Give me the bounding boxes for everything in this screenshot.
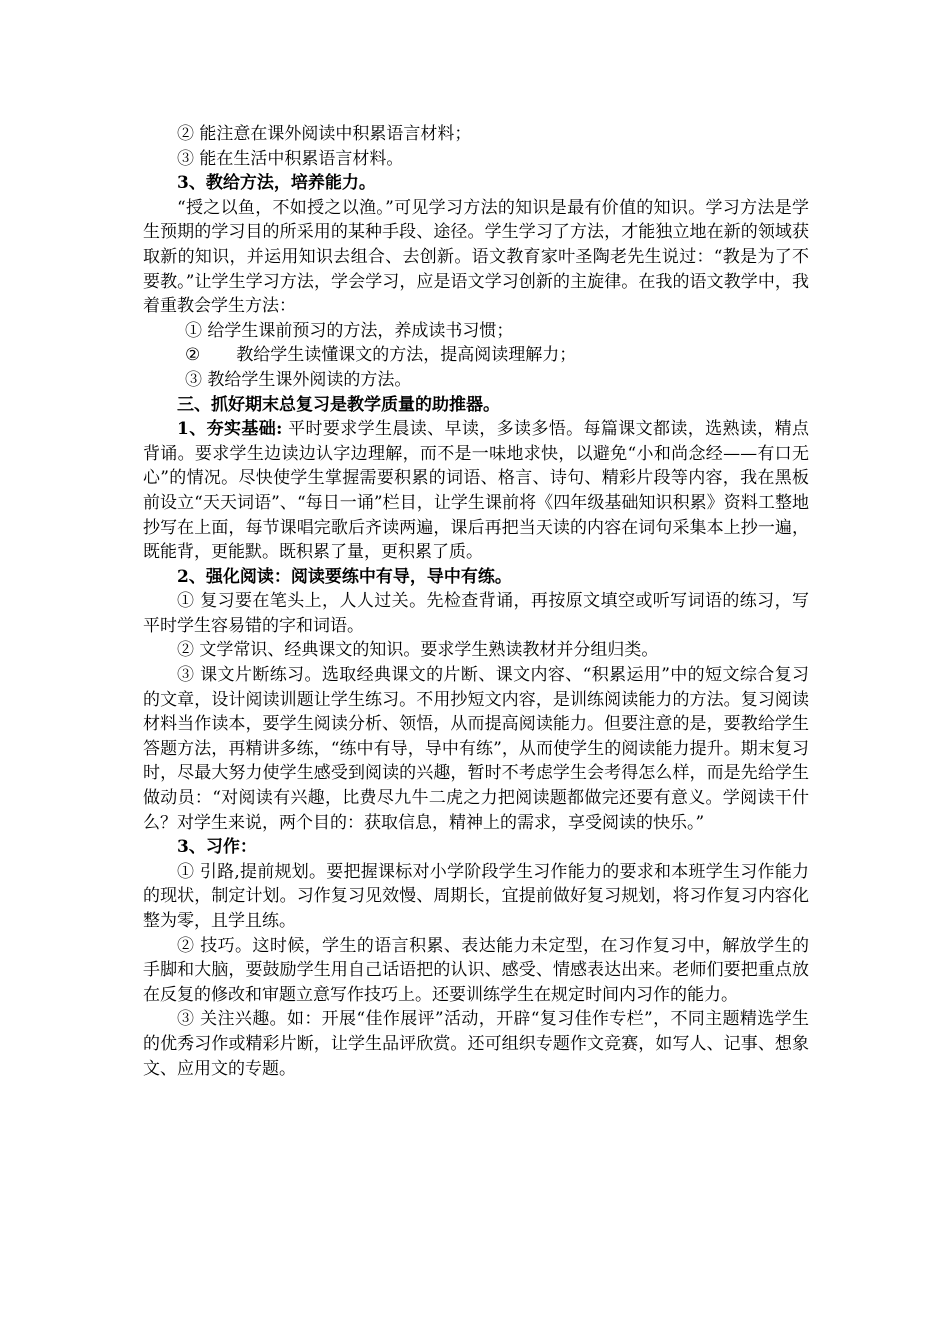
list-item: ② 能注意在课外阅读中积累语言材料； — [177, 124, 472, 144]
paragraph — [143, 417, 809, 565]
list-item: ③ 关注兴趣。如：开展“佳作展评”活动，开辟“复习佳作专栏”，不同主题精选学生的优秀习作或精彩片断，让学生品评欣赏。还可组织专题作文竞赛，如写人、记事、想象文、应用文的专题。 — [143, 1009, 809, 1079]
list-item: ③ 课文片断练习。选取经典课文的片断、课文内容、“积累运用”中的短文综合复习的文章，设计阅读训题让学生练习。不用抄短文内容，是训练阅读能力的方法。复习阅读材料当作读本，要学生阅读分析、领悟，从而提高阅读能力。但要注意的是，要教给学生答题方法，再精讲多练，“练中有导，导中有练”，从而使学生的阅读能力提升。期末复习时，尽最大努力使学生感受到阅读的兴趣，暂时不考虑学生会考得怎么样，而是先给学生做动员：“对阅读有兴趣，比费尽九牛二虎之力把阅读题都做完还要有意义。学阅读干什么？对学生来说，两个目的：获取信息，精神上的需求，享受阅读的快乐。” — [143, 665, 809, 833]
list-text: 教给学生读懂课文的方法，提高阅读理解力； — [236, 345, 577, 366]
list-item: ① 给学生课前预习的方法，养成读书习惯； — [185, 320, 514, 341]
paragraph-body: 平时要求学生晨读、早读，多读多悟。每篇课文都读，选熟读，精点背诵。要求学生边读边认字边理解，而不是一味地求快，以避免“小和尚念经——有口无心”的情况。尽快使学生掌握需要积累的词语、格言、诗句、精彩片段等内容，我在黑板前设立“天天词语”、“每日一诵”栏目，让学生课前将《四年级基础知识积累》资料工整地抄写在上面，每节课唱完歌后齐读两遍，课后再把当天读的内容在词句采集本上抄一遍，既能背，更能默。既积累了量，更积累了质。 — [143, 419, 809, 563]
section-heading: 三、抓好期末总复习是教学质量的助推器。 — [177, 394, 500, 415]
subheading: 1、夯实基础: — [177, 419, 283, 440]
list-item: ② 技巧。这时候，学生的语言积累、表达能力未定型，在习作复习中，解放学生的手脚和大脑，要鼓励学生用自己话语把的认识、感受、情感表达出来。老师们要把重点放在反复的修改和审题立意写作技巧上。还要训练学生在规定时间内习作的能力。 — [143, 935, 809, 1005]
section-heading: 3、教给方法，培养能力。 — [177, 173, 376, 194]
list-item: ① 复习要在笔头上，人人过关。先检查背诵，再按原文填空或听写词语的练习，写平时学生容易错的字和词语。 — [143, 591, 809, 636]
list-item: ③ 教给学生课外阅读的方法。 — [185, 369, 412, 390]
paragraph: “授之以鱼，不如授之以渔。”可见学习方法的知识是最有价值的知识。学习方法是学生预期的学习目的所采用的某种手段、途径。学生学习了方法，才能独立地在新的领域获取新的知识，并运用知识去组合、去创新。语文教育家叶圣陶老先生说过：“教是为了不要教。”让学生学习方法，学会学习，应是语文学习创新的主旋律。在我的语文教学中，我着重教会学生方法： — [143, 197, 809, 317]
section-heading: 3、习作： — [177, 837, 257, 858]
document-page — [143, 122, 809, 1081]
list-marker: ② — [185, 345, 201, 366]
list-item — [143, 343, 809, 368]
list-item: ① 引路,提前规划。要把握课标对小学阶段学生习作能力的要求和本班学生习作能力的现状，制定计划。习作复习见效慢、周期长，宜提前做好复习规划，将习作复习内容化整为零，且学且练。 — [143, 861, 809, 931]
list-item: ③ 能在生活中积累语言材料。 — [177, 148, 404, 169]
section-heading: 2、强化阅读：阅读要练中有导，导中有练。 — [177, 566, 512, 587]
list-item: ② 文学常识、经典课文的知识。要求学生熟读教材并分组归类。 — [177, 640, 659, 661]
